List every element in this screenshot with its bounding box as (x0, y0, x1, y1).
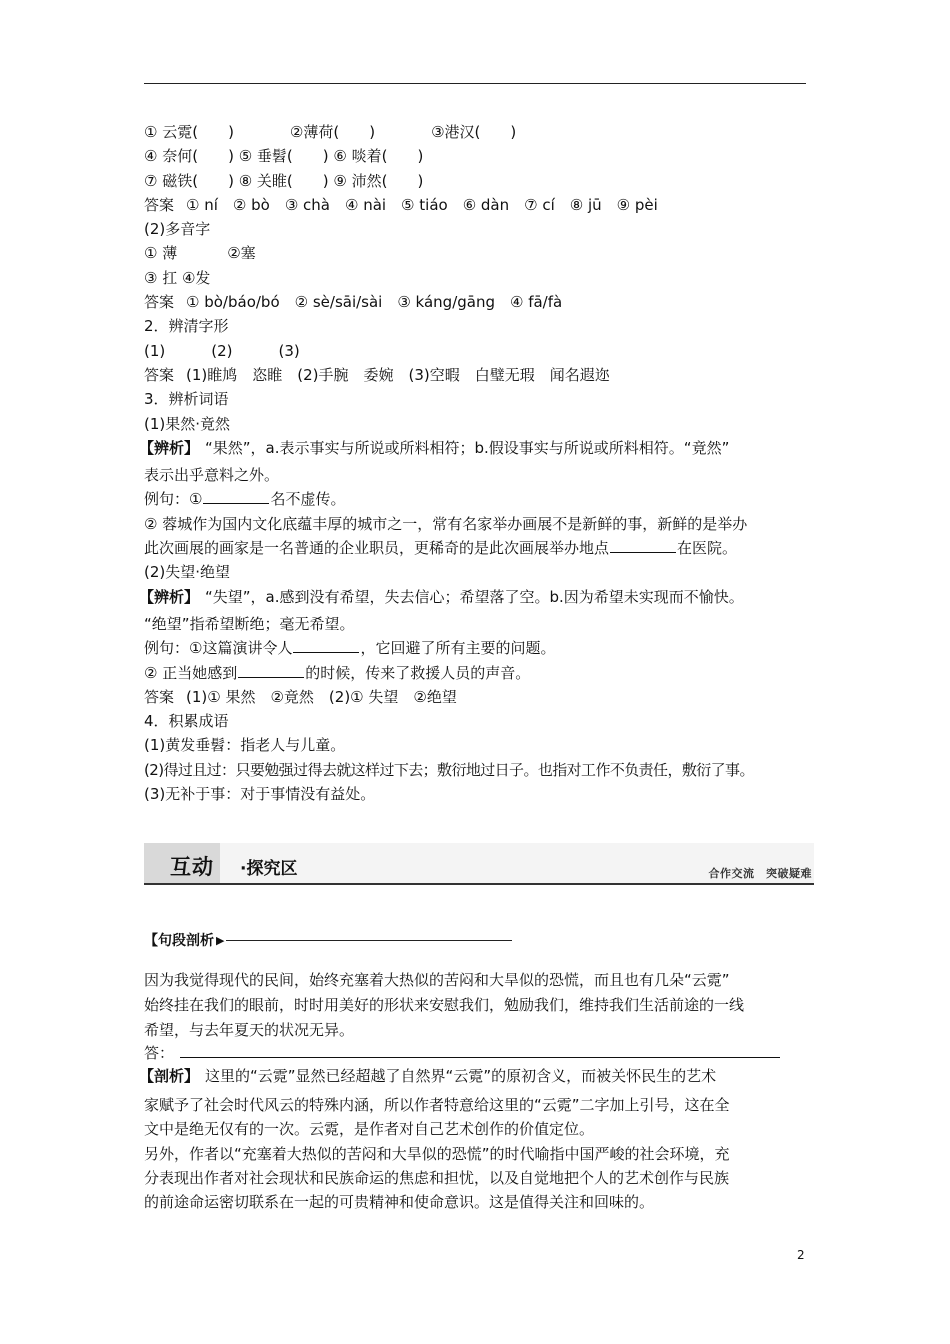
glyph-heading: 2．辨清字形 (144, 317, 229, 336)
answer-label: 答案 (144, 365, 175, 384)
answer-label: 答案 (144, 687, 175, 706)
answer-text: (1)睢鸠 恣睢 (2)手腕 委婉 (3)空暇 白璧无瑕 闻名遐迩 (186, 365, 610, 384)
words-group2-analysis-cont: “绝望”指希望断绝；毫无希望。 (144, 614, 355, 633)
example-text: 的时候，传来了救援人员的声音。 (305, 663, 531, 682)
pinyin-row-1 (144, 120, 816, 144)
glyph-items (144, 339, 816, 363)
glyph-item: (2) (211, 341, 233, 360)
answer-text: ① ní ② bò ③ chà ④ nài ⑤ tiáo ⑥ dàn ⑦ cí ⑧ jū ⑨ pèi (186, 195, 658, 214)
commentary-line: 分表现出作者对社会现状和民族命运的焦虑和担忧，以及自觉地把个人的艺术创作与民族 (144, 1168, 730, 1187)
passage-analysis (139, 968, 816, 1214)
pinyin-item: ⑨ 沛然( ) (333, 171, 424, 190)
pinyin-item: ②薄荷( ) (289, 123, 376, 141)
commentary-line: 的前途命运密切联系在一起的可贵精神和使命意识。这是值得关注和回味的。 (144, 1193, 655, 1212)
pinyin-item: ⑤ 垂髫( ) (238, 147, 329, 166)
fill-blank[interactable] (203, 490, 269, 504)
subsection-heading (144, 930, 512, 950)
section-header (144, 843, 814, 885)
example-label: 例句：① (144, 490, 203, 509)
words-heading: 3．辨析词语 (144, 390, 229, 409)
pinyin-item: ⑦ 磁铁( ) (144, 171, 234, 190)
example-text: ，它回避了所有主要的问题。 (360, 639, 556, 658)
passage-line: 因为我觉得现代的民间，始终充塞着大热似的苦闷和大旱似的恐慌，而且也有几朵“云霓” (144, 971, 730, 989)
pinyin-item: ③港汉( ) (431, 123, 517, 141)
glyph-item: (3) (278, 341, 300, 360)
polyphone-answer (144, 290, 816, 314)
passage-line: 始终挂在我们的眼前，时时用美好的形状来安慰我们，勉励我们，维持我们生活前途的一线 (144, 996, 745, 1014)
analysis-tag: 【辨析】 (139, 587, 200, 606)
words-group1-example-1 (144, 487, 816, 511)
commentary-line: 家赋予了社会时代风云的特殊内涵，所以作者特意给这里的“云霓”二字加上引号，这在全 (144, 1096, 730, 1114)
words-answer (144, 685, 816, 709)
analysis-text: “失望”，a.感到没有希望，失去信心；希望落了空。b.因为希望未实现而不愉快。 (205, 587, 744, 606)
words-group1-title: (1)果然·竟然 (144, 414, 231, 433)
idiom-item: (2)得过且过：只要勉强过得去就这样过下去；敷衍地过日子。也指对工作不负责任，敷衍了事。 (144, 760, 754, 779)
pinyin-row-3 (144, 169, 816, 193)
words-group1-example-2: ② 蓉城作为国内文化底蕴丰厚的城市之一，常有名家举办画展不是新鲜的事，新鲜的是举办 (144, 514, 748, 533)
idiom-item: (1)黄发垂髫：指老人与儿童。 (144, 736, 346, 755)
section-subtitle: ·探究区 (240, 859, 298, 879)
section-rule (144, 883, 814, 885)
vocab-content (139, 120, 816, 806)
example-text: ② 正当她感到 (144, 663, 238, 682)
pinyin-answer (144, 193, 816, 217)
commentary-tag: 【剖析】 (139, 1067, 200, 1085)
page-number: 2 (797, 1248, 805, 1262)
fill-blank[interactable] (293, 639, 359, 653)
pinyin-item: ④ 奈何( ) (144, 147, 234, 166)
header-rule (144, 83, 806, 84)
words-group2-analysis (139, 585, 816, 609)
polyphone-item: ① 薄 (144, 244, 178, 263)
idioms-heading: 4．积累成语 (144, 712, 229, 731)
answer-label: 答案 (144, 195, 175, 214)
example-text: 名不虚传。 (270, 490, 346, 509)
glyph-answer (144, 363, 816, 387)
answer-label: 答： (144, 1044, 175, 1062)
fill-blank[interactable] (238, 664, 304, 678)
commentary-text: 这里的“云霓”显然已经超越了自然界“云霓”的原初含义，而被关怀民生的艺术 (205, 1067, 717, 1085)
example-text: 例句：①这篇演讲令人 (144, 639, 293, 658)
words-group1-analysis (139, 436, 816, 460)
idiom-item: (3)无补于事：对于事情没有益处。 (144, 785, 376, 804)
polyphone-heading: (2)多音字 (144, 220, 211, 239)
section-title: 互动 (170, 855, 214, 879)
analysis-tag: 【辨析】 (139, 438, 200, 457)
subsection-rule (226, 940, 512, 941)
answer-blank[interactable] (180, 1043, 780, 1058)
commentary-line: 文中是绝无仅有的一次。云霓，是作者对自己艺术创作的价值定位。 (144, 1120, 595, 1139)
pinyin-row-2 (144, 144, 816, 168)
pinyin-item: ⑥ 啖着( ) (333, 147, 424, 166)
polyphone-row-1 (144, 241, 816, 265)
answer-line (144, 1043, 816, 1063)
words-group2-example-2 (144, 661, 816, 685)
fill-blank[interactable] (610, 539, 676, 553)
words-group2-example-1 (144, 636, 816, 660)
polyphone-row-2: ③ 扛 ④发 (144, 268, 211, 287)
analysis-text: “果然”，a.表示事实与所说或所料相符；b.假设事实与所说或所料相符。“竟然” (205, 438, 730, 457)
polyphone-item: ②塞 (227, 244, 256, 263)
subsection-title: 【句段剖析 (144, 933, 214, 949)
pinyin-item: ⑧ 关睢( ) (238, 171, 329, 190)
glyph-item: (1) (144, 341, 166, 360)
answer-label: 答案 (144, 293, 175, 312)
passage-line: 希望，与去年夏天的状况无异。 (144, 1021, 355, 1039)
answer-text: ① bò/báo/bó ② sè/sāi/sài ③ káng/gāng ④ fā/fà (186, 293, 563, 312)
section-tagline: 合作交流 突破疑难 (708, 867, 812, 880)
example-text: 此次画展的画家是一名普通的企业职员，更稀奇的是此次画展举办地点 (144, 539, 610, 558)
triangle-arrow-icon: ▶ (216, 933, 225, 947)
answer-text: (1)① 果然 ②竟然 (2)① 失望 ②绝望 (186, 687, 457, 706)
example-text: 在医院。 (677, 539, 738, 558)
pinyin-item: ① 云霓( ) (144, 123, 234, 141)
commentary-line: 另外，作者以“充塞着大热似的苦闷和大旱似的恐慌”的时代喻指中国严峻的社会环境，充 (144, 1144, 730, 1163)
words-group1-example-2-cont (144, 536, 816, 560)
words-group2-title: (2)失望·绝望 (144, 563, 231, 582)
commentary-first-line (139, 1063, 816, 1089)
words-group1-analysis-cont: 表示出乎意料之外。 (144, 466, 280, 485)
